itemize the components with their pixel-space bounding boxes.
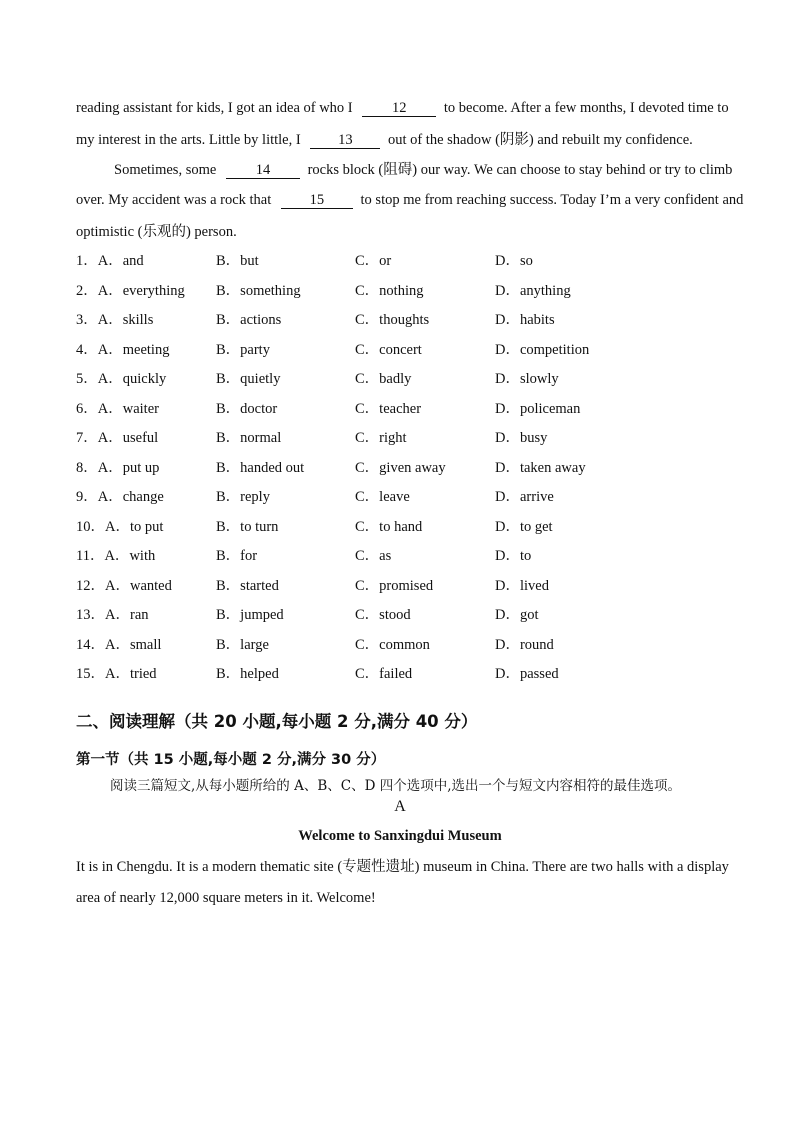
instruction-text: 阅读三篇短文,从每小题所给的 A、B、C、D 四个选项中,选出一个与短文内容相符的最佳选项。 (110, 778, 681, 794)
option-b: B．something (216, 283, 301, 299)
passage-text: to become. After a few months, I devoted time to (443, 100, 729, 116)
option-a: 3．A．skills (76, 312, 154, 328)
option-b: B．jumped (216, 607, 284, 623)
option-b: B．doctor (216, 401, 278, 417)
option-c: C．to hand (355, 519, 423, 535)
question-row (76, 310, 716, 330)
option-d: D．slowly (495, 371, 559, 387)
option-d: D．anything (495, 283, 571, 299)
passage-text: reading assistant for kids, I got an idea of who I (76, 100, 353, 116)
question-row (76, 664, 716, 684)
option-c: C．thoughts (355, 312, 430, 328)
option-a: 12．A．wanted (76, 578, 172, 594)
passage-line-1 (76, 98, 729, 118)
passage-letter: A (394, 798, 406, 815)
question-row (76, 517, 716, 537)
option-c: C．concert (355, 342, 422, 358)
option-d: D．competition (495, 342, 590, 358)
option-a: 9．A．change (76, 489, 164, 505)
option-c: C．promised (355, 578, 434, 594)
section-subheading: 第一节（共 15 小题,每小题 2 分,满分 30 分） (76, 752, 386, 768)
option-a: 11．A．with (76, 548, 156, 564)
option-b: B．normal (216, 430, 282, 446)
option-c: C．or (355, 253, 392, 269)
question-row (76, 399, 716, 419)
question-row (76, 487, 716, 507)
passage-text: to stop me from reaching success. Today I’m a very confident and (360, 192, 744, 208)
option-d: D．passed (495, 666, 559, 682)
option-b: B．handed out (216, 460, 305, 476)
option-c: C．given away (355, 460, 446, 476)
passage-line-3 (114, 160, 732, 180)
option-c: C．teacher (355, 401, 422, 417)
question-row (76, 369, 716, 389)
option-d: D．to (495, 548, 532, 564)
reading-body-line-1: It is in Chengdu. It is a modern thematic site (专题性遗址) museum in China. There are two halls with a display (76, 859, 729, 875)
question-row (76, 281, 716, 301)
section-heading: 二、阅读理解（共 20 小题,每小题 2 分,满分 40 分） (76, 712, 478, 731)
passage-line-4 (76, 190, 743, 210)
option-d: D．arrive (495, 489, 554, 505)
passage-text: out of the shadow (阴影) and rebuilt my confidence. (387, 132, 693, 148)
option-c: C．as (355, 548, 392, 564)
passage-text: my interest in the arts. Little by little, I (76, 132, 301, 148)
option-a: 7．A．useful (76, 430, 159, 446)
option-d: D．busy (495, 430, 548, 446)
option-a: 13．A．ran (76, 607, 149, 623)
option-b: B．large (216, 637, 269, 653)
option-a: 14．A．small (76, 637, 162, 653)
option-a: 4．A．meeting (76, 342, 170, 358)
blank-12: 12 (362, 101, 436, 117)
question-row (76, 428, 716, 448)
option-d: D．habits (495, 312, 555, 328)
option-d: D．round (495, 637, 554, 653)
question-row (76, 458, 716, 478)
blank-13: 13 (310, 133, 380, 149)
option-a: 8．A．put up (76, 460, 160, 476)
option-a: 6．A．waiter (76, 401, 159, 417)
passage-text: Sometimes, some (114, 162, 217, 178)
option-d: D．policeman (495, 401, 581, 417)
option-a: 5．A．quickly (76, 371, 167, 387)
option-b: B．actions (216, 312, 282, 328)
option-d: D．lived (495, 578, 549, 594)
option-a: 15．A．tried (76, 666, 157, 682)
reading-body-line-2: area of nearly 12,000 square meters in it. Welcome! (76, 890, 376, 906)
option-a: 2．A．everything (76, 283, 185, 299)
blank-15: 15 (281, 193, 353, 209)
option-a: 1．A．and (76, 253, 144, 269)
option-c: C．common (355, 637, 430, 653)
passage-line-2 (76, 130, 693, 150)
option-c: C．leave (355, 489, 410, 505)
option-c: C．stood (355, 607, 411, 623)
option-d: D．taken away (495, 460, 586, 476)
passage-line-5: optimistic (乐观的) person. (76, 224, 237, 240)
option-a: 10．A．to put (76, 519, 164, 535)
option-b: B．for (216, 548, 258, 564)
question-row (76, 605, 716, 625)
blank-14: 14 (226, 163, 300, 179)
question-row (76, 546, 716, 566)
option-c: C．right (355, 430, 407, 446)
option-c: C．failed (355, 666, 413, 682)
option-b: B．reply (216, 489, 270, 505)
question-row (76, 576, 716, 596)
option-b: B．to turn (216, 519, 279, 535)
passage-text: rocks block (阻碍) our way. We can choose to stay behind or try to climb (307, 162, 733, 178)
question-row (76, 340, 716, 360)
option-b: B．helped (216, 666, 279, 682)
option-b: B．quietly (216, 371, 281, 387)
option-d: D．got (495, 607, 539, 623)
option-c: C．badly (355, 371, 412, 387)
option-d: D．to get (495, 519, 553, 535)
question-row (76, 251, 716, 271)
option-b: B．party (216, 342, 270, 358)
question-row (76, 635, 716, 655)
option-c: C．nothing (355, 283, 424, 299)
option-d: D．so (495, 253, 533, 269)
option-b: B．started (216, 578, 279, 594)
option-b: B．but (216, 253, 259, 269)
passage-text: over. My accident was a rock that (76, 192, 272, 208)
passage-title: Welcome to Sanxingdui Museum (298, 828, 502, 844)
